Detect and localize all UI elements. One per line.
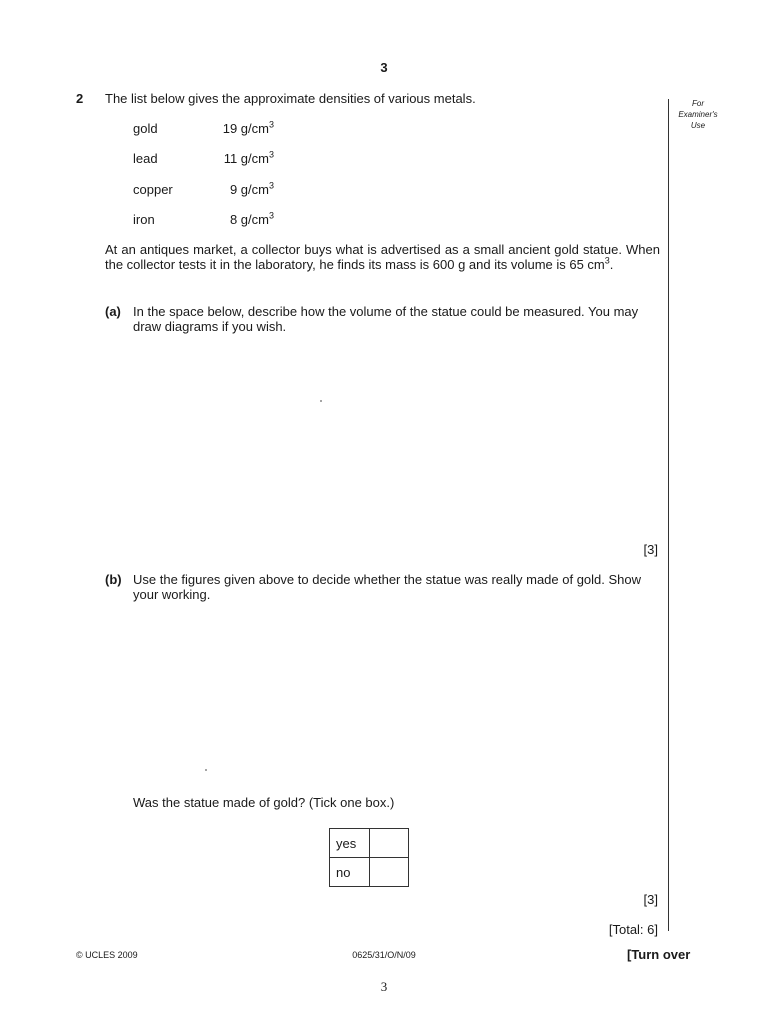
examiner-label-line-2: Examiner's [678, 110, 718, 119]
tick-box-no[interactable] [370, 858, 409, 887]
part-b-marks: [3] [643, 892, 658, 907]
scan-speck [205, 769, 207, 771]
metal-density-copper: 9 $g/cm^3$ [229, 180, 274, 197]
copyright: © UCLES 2009 [76, 950, 138, 960]
part-b-text: Use the figures given above to decide whether the statue was really made of gold. Show your working. [133, 572, 642, 602]
tick-row-yes [330, 829, 409, 858]
tick-box-table [329, 828, 409, 887]
examiner-label-line-1: For [692, 99, 704, 108]
metal-name-iron: iron [133, 212, 155, 227]
examiner-use-label [668, 98, 728, 131]
tick-row-no [330, 858, 409, 887]
metal-name-lead: lead [133, 151, 158, 166]
option-label-no: no [330, 858, 370, 887]
scenario-paragraph: At an antiques market, a collector buys what is advertised as a small ancient gold statue. When the collector tests it in the laboratory, he finds its mass is 600 g and its volume is 65 $cm^3$. [105, 242, 660, 272]
paper-code: 0625/31/O/N/09 [352, 950, 416, 960]
tick-box-yes[interactable] [370, 829, 409, 858]
page-number-top: 3 [380, 60, 388, 75]
part-a-text: In the space below, describe how the volume of the statue could be measured. You may draw diagrams if you wish. [133, 304, 639, 334]
total-marks: [Total: 6] [608, 922, 658, 937]
turn-over-label: [Turn over [627, 947, 691, 962]
part-a-marks: [3] [643, 542, 658, 557]
metal-density-lead: 11 $g/cm^3$ [223, 149, 274, 166]
examiner-label-line-3: Use [690, 121, 706, 130]
scan-speck [320, 400, 322, 402]
examiner-margin-line [668, 99, 669, 931]
option-label-yes: yes [330, 829, 370, 858]
metal-density-iron: 8 $g/cm^3$ [229, 210, 274, 227]
part-a-label: (a) [105, 304, 121, 319]
metal-density-gold: 19 $g/cm^3$ [222, 119, 274, 136]
metal-name-gold: gold [133, 121, 158, 136]
metal-name-copper: copper [133, 182, 173, 197]
question-number: 2 [76, 91, 84, 106]
part-b-label: (b) [105, 572, 122, 587]
tick-prompt: Was the statue made of gold? (Tick one box.) [133, 795, 395, 810]
question-intro: The list below gives the approximate densities of various metals. [105, 91, 476, 106]
page-number-bottom: 3 [380, 979, 388, 994]
